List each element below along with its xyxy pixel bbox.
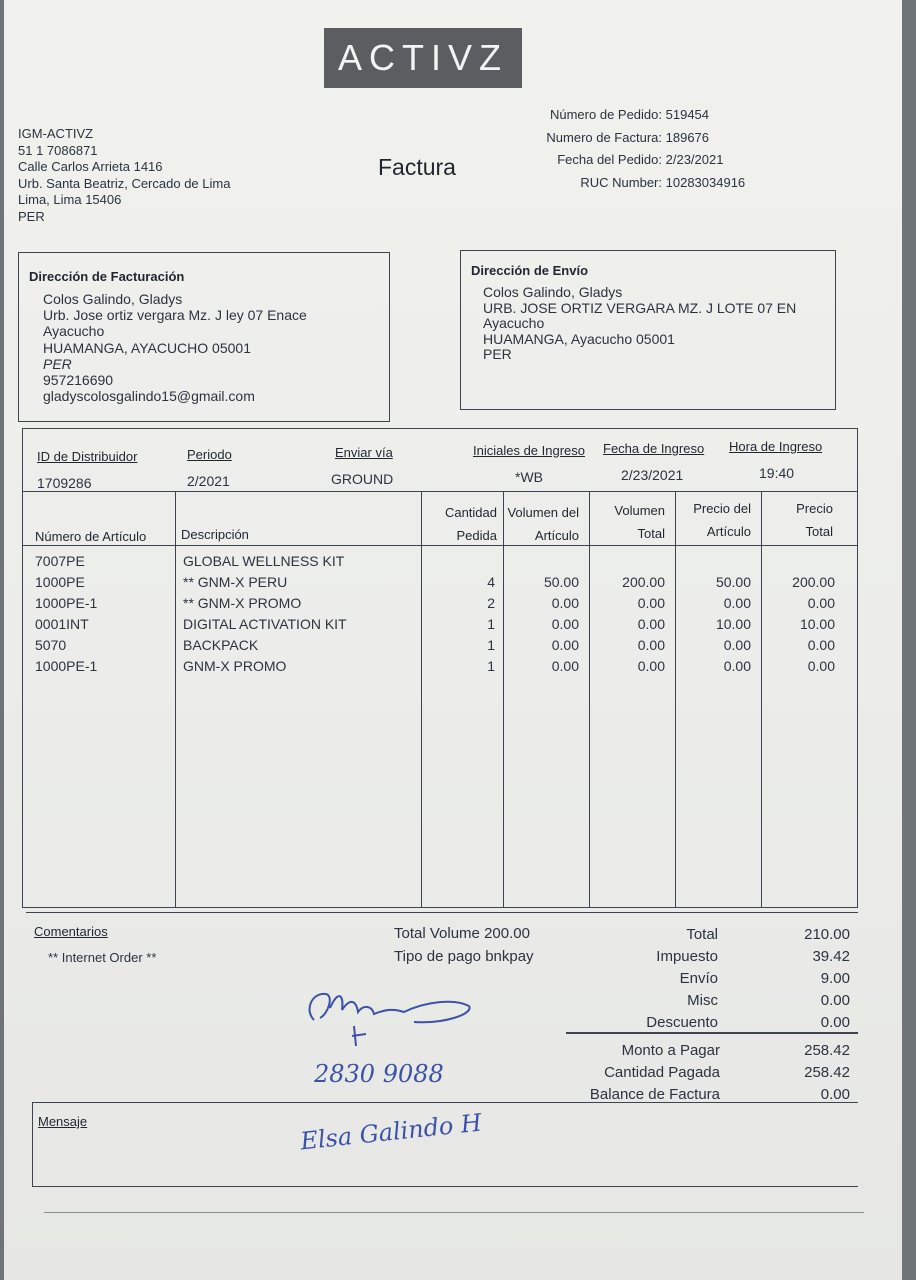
header-item-number: Número de Artículo: [35, 529, 147, 544]
billing-address-box: [18, 252, 390, 422]
entry-date-label: Fecha de Ingreso: [603, 441, 705, 456]
invoice-totals: [594, 924, 856, 1034]
handwritten-phone: 2830 9088: [314, 1060, 444, 1088]
header-row-divider: [23, 545, 857, 546]
order-info-row: Número de Pedido: 519454: [549, 107, 710, 122]
ship-via-value: GROUND: [331, 471, 394, 487]
table-row: 1000PE-1 ** GNM-X PROMO 2 0.00 0.00 0.00 0.00: [35, 595, 835, 611]
billing-lines: [43, 291, 307, 404]
total-row: Misc 0.00: [687, 992, 850, 1009]
total-row: Impuesto 39.42: [656, 948, 850, 965]
sender-address: [18, 126, 230, 226]
shipping-line: Colos Galindo, Gladys: [483, 284, 623, 300]
payment-totals: [574, 1040, 856, 1106]
billing-line: gladyscolosgalindo15@gmail.com: [43, 388, 255, 405]
message-top-rule: [32, 1102, 858, 1103]
shipping-address-box: [460, 250, 836, 410]
invoice-paper: [4, 0, 902, 1280]
total-row: Envío 9.00: [679, 970, 850, 987]
order-summary: [394, 922, 534, 968]
total-row: Total 210.00: [686, 926, 850, 943]
sender-line: Calle Carlos Arrieta 1416: [18, 159, 163, 175]
entry-initials-label: Iniciales de Ingreso: [473, 443, 586, 458]
shipping-line: HUAMANGA, Ayacucho 05001: [483, 330, 675, 347]
billing-line: HUAMANGA, AYACUCHO 05001: [43, 339, 251, 356]
handwritten-name: Elsa Galindo H: [299, 1108, 484, 1156]
payment-type-row: Tipo de pago bnkpay: [394, 948, 534, 965]
table-row: 0001INT DIGITAL ACTIVATION KIT 1 0.00 0.00 10.00 10.00: [35, 616, 835, 632]
billing-line: Urb. Jose ortiz vergara Mz. J ley 07 Enace: [43, 307, 307, 324]
sender-line: 51 1 7086871: [18, 142, 98, 158]
period-value: 2/2021: [187, 473, 230, 489]
shipping-lines: [483, 285, 796, 363]
table-row: 1000PE ** GNM-X PERU 4 50.00 200.00 50.00 200.00: [35, 574, 835, 590]
activz-logo: ACTIVZ: [324, 28, 522, 88]
sender-line: IGM-ACTIVZ: [18, 126, 94, 141]
shipping-line: Ayacucho: [483, 315, 545, 332]
order-info-row: Fecha del Pedido: 2/23/2021: [557, 152, 724, 167]
order-info-row: Numero de Factura: 189676: [546, 129, 710, 145]
entry-initials-value: *WB: [515, 469, 543, 485]
item-rows: [23, 553, 857, 679]
meta-row-divider: [23, 491, 857, 492]
billing-line: Ayacucho: [43, 323, 105, 340]
billing-title: Dirección de Facturación: [29, 269, 185, 284]
header-unit-price: Precio del Artículo: [693, 501, 751, 539]
entry-time-label: Hora de Ingreso: [729, 439, 823, 454]
sender-line: Urb. Santa Beatriz, Cercado de Lima: [18, 175, 231, 191]
sender-line: PER: [18, 208, 45, 224]
totals-rule: [566, 1032, 858, 1034]
entry-date-value: 2/23/2021: [621, 467, 684, 483]
distributor-id-value: 1709286: [37, 475, 92, 491]
message-bottom-rule: [32, 1186, 858, 1187]
ship-via-label: Enviar vía: [335, 445, 393, 460]
header-description: Descripción: [181, 527, 249, 542]
payment-total-row: Balance de Factura 0.00: [589, 1086, 850, 1103]
billing-line: PER: [43, 355, 72, 372]
table-row: 7007PE GLOBAL WELLNESS KIT: [35, 553, 345, 569]
paper-crease-line: [44, 1212, 864, 1213]
table-row: 1000PE-1 GNM-X PROMO 1 0.00 0.00 0.00 0.00: [35, 658, 835, 674]
total-row: Descuento 0.00: [646, 1014, 850, 1031]
message-left-rule: [32, 1102, 33, 1186]
total-volume-row: Total Volume 200.00: [394, 925, 530, 942]
header-unit-volume: Volumen del Artículo: [507, 505, 579, 543]
comments-label: Comentarios: [34, 924, 108, 939]
header-total-volume: Volumen Total: [614, 503, 665, 541]
message-label: Mensaje: [38, 1114, 88, 1129]
footer-top-rule: [26, 912, 858, 913]
order-info-row: RUC Number: 10283034916: [580, 174, 746, 190]
entry-time-value: 19:40: [759, 465, 795, 481]
payment-total-row: Monto a Pagar 258.42: [621, 1042, 850, 1059]
shipping-line: URB. JOSE ORTIZ VERGARA MZ. J LOTE 07 EN: [483, 299, 797, 316]
handwritten-signature: [294, 980, 484, 1050]
sender-line: Lima, Lima 15406: [18, 192, 122, 208]
order-info: [524, 104, 764, 194]
comments-text: ** Internet Order **: [48, 950, 157, 965]
invoice-table: [22, 428, 858, 908]
header-total-price: Precio Total: [796, 501, 833, 539]
period-label: Periodo: [187, 447, 232, 462]
shipping-line: PER: [483, 346, 512, 363]
shipping-title: Dirección de Envío: [471, 263, 589, 278]
distributor-id-label: ID de Distribuidor: [37, 449, 138, 464]
header-quantity: Cantidad Pedida: [444, 505, 497, 543]
payment-total-row: Cantidad Pagada 258.42: [604, 1064, 850, 1081]
table-row: 5070 BACKPACK 1 0.00 0.00 0.00 0.00: [35, 637, 835, 653]
billing-line: Colos Galindo, Gladys: [43, 291, 183, 307]
document-title: Factura: [378, 154, 456, 180]
billing-line: 957216690: [43, 372, 114, 389]
